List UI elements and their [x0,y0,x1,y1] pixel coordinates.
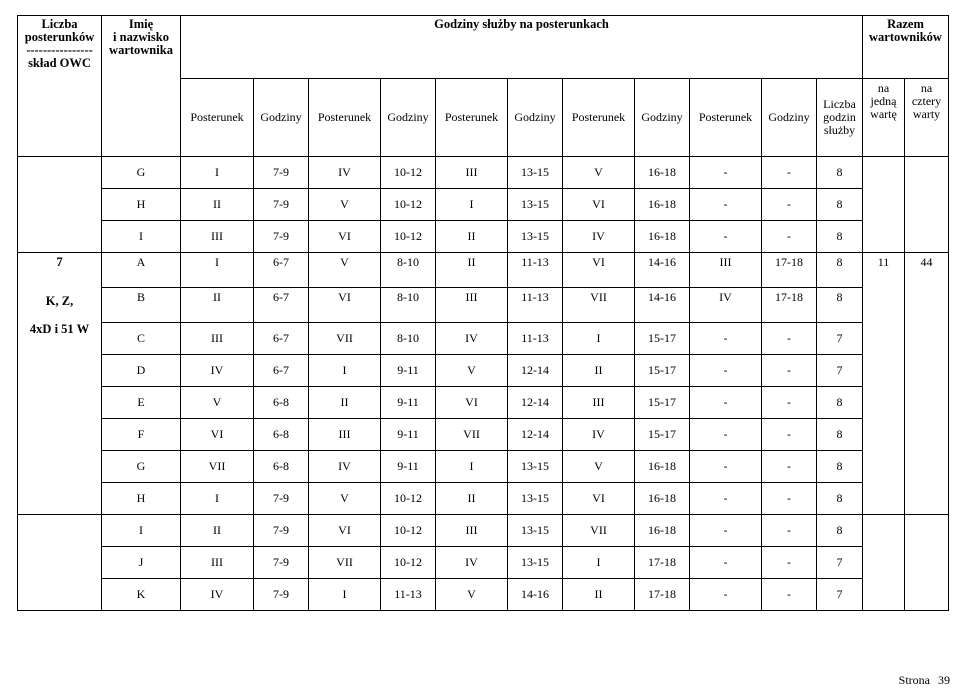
cell: 11-13 [508,253,563,288]
cell: - [690,387,762,419]
total-per-one-watch: 11 [863,253,905,515]
header-post-3: Posterunek [436,79,508,157]
cell-name: B [102,288,181,323]
cell: II [309,387,381,419]
cell: 6-7 [254,288,309,323]
table-row [18,579,949,611]
table-row [18,157,949,189]
cell: 11-13 [508,288,563,323]
cell: 9-11 [381,387,436,419]
cell: 8 [817,483,863,515]
cell: - [762,483,817,515]
cell: 8-10 [381,253,436,288]
cell: - [762,579,817,611]
cell: 7 [817,547,863,579]
cell: VI [563,483,635,515]
cell: V [436,579,508,611]
cell-name: G [102,451,181,483]
cell: 6-8 [254,419,309,451]
group-cell-empty [18,157,102,253]
cell: 11-13 [381,579,436,611]
table-row [18,253,949,288]
total-per-four-watches: 44 [905,253,949,515]
cell: 9-11 [381,451,436,483]
header-hours-4: Godziny [635,79,690,157]
cell: - [762,189,817,221]
cell: I [181,483,254,515]
cell: - [762,157,817,189]
table-row [18,515,949,547]
cell: VII [436,419,508,451]
composition-cell: K, Z, 4xD i 51 W [18,288,102,515]
cell: V [563,451,635,483]
cell: VI [563,189,635,221]
cell: 14-16 [508,579,563,611]
cell: V [563,157,635,189]
cell: VI [181,419,254,451]
cell: - [762,547,817,579]
cell: 13-15 [508,451,563,483]
cell: 8-10 [381,288,436,323]
cell: VII [309,547,381,579]
cell: IV [436,547,508,579]
header-per-four-watches: na cztery warty [905,79,949,157]
cell: II [436,221,508,253]
cell: 13-15 [508,547,563,579]
table-row [18,189,949,221]
cell: 10-12 [381,221,436,253]
cell: 15-17 [635,387,690,419]
cell: - [690,355,762,387]
table-row [18,419,949,451]
cell: III [309,419,381,451]
cell: 8 [817,221,863,253]
cell: 10-12 [381,157,436,189]
cell: - [690,547,762,579]
cell: 6-8 [254,387,309,419]
cell-name: A [102,253,181,288]
cell: 17-18 [762,253,817,288]
cell: 7 [817,323,863,355]
cell: III [563,387,635,419]
cell: V [309,483,381,515]
cell: - [762,387,817,419]
cell: II [181,515,254,547]
total-empty [863,157,905,253]
cell: I [309,579,381,611]
cell: 15-17 [635,323,690,355]
cell: 7-9 [254,515,309,547]
header-hours-1: Godziny [254,79,309,157]
cell: - [690,515,762,547]
cell: 15-17 [635,419,690,451]
cell: IV [690,288,762,323]
cell-name: C [102,323,181,355]
cell: 8 [817,189,863,221]
cell: I [436,451,508,483]
cell: - [690,221,762,253]
cell: 10-12 [381,547,436,579]
cell: III [181,221,254,253]
cell: VI [309,288,381,323]
cell: 10-12 [381,483,436,515]
cell: 7-9 [254,579,309,611]
cell: - [762,221,817,253]
cell: 16-18 [635,221,690,253]
cell: II [563,579,635,611]
total-empty [905,157,949,253]
cell: VI [309,515,381,547]
cell: - [762,419,817,451]
cell: 14-16 [635,288,690,323]
cell: 7-9 [254,157,309,189]
cell: VII [181,451,254,483]
cell: - [690,579,762,611]
table-row [18,288,949,323]
cell: V [309,253,381,288]
header-per-one-watch: na jedną wartę [863,79,905,157]
cell: III [690,253,762,288]
cell: 8 [817,387,863,419]
total-empty [863,515,905,611]
cell: VII [309,323,381,355]
cell: 6-7 [254,323,309,355]
cell: 9-11 [381,355,436,387]
table-row [18,355,949,387]
cell: 13-15 [508,515,563,547]
cell: I [181,157,254,189]
cell: 13-15 [508,157,563,189]
cell: III [181,547,254,579]
cell: 16-18 [635,483,690,515]
cell-name: D [102,355,181,387]
cell: 6-7 [254,253,309,288]
cell: 10-12 [381,515,436,547]
cell: 17-18 [635,579,690,611]
page-footer [899,673,950,688]
cell: I [563,547,635,579]
cell: - [762,451,817,483]
cell: 7 [817,579,863,611]
cell: IV [309,157,381,189]
header-hours-3: Godziny [508,79,563,157]
cell: - [762,355,817,387]
cell: V [436,355,508,387]
cell: 8 [817,515,863,547]
cell-name: I [102,515,181,547]
cell-name: F [102,419,181,451]
cell: 8 [817,451,863,483]
cell-name: K [102,579,181,611]
cell: 17-18 [635,547,690,579]
header-post-4: Posterunek [563,79,635,157]
cell: 17-18 [762,288,817,323]
table-row [18,221,949,253]
cell: - [690,323,762,355]
cell: V [309,189,381,221]
cell: I [181,253,254,288]
cell: III [436,515,508,547]
cell: 9-11 [381,419,436,451]
header-post-1: Posterunek [181,79,254,157]
cell: - [690,189,762,221]
cell: 6-8 [254,451,309,483]
cell: - [690,419,762,451]
cell: II [181,288,254,323]
cell: II [436,483,508,515]
cell: IV [563,221,635,253]
cell: 13-15 [508,189,563,221]
cell: VI [563,253,635,288]
cell: 13-15 [508,221,563,253]
cell-name: J [102,547,181,579]
cell: 16-18 [635,515,690,547]
cell: - [762,323,817,355]
cell: 13-15 [508,483,563,515]
cell: 8 [817,253,863,288]
cell-name: H [102,483,181,515]
header-post-count: Liczba posterunków ---------------- skład OWC [18,16,102,157]
table-row [18,387,949,419]
cell: II [181,189,254,221]
cell: III [436,288,508,323]
cell: 16-18 [635,451,690,483]
table-row [18,323,949,355]
cell: 12-14 [508,355,563,387]
cell: 8 [817,419,863,451]
cell: - [690,157,762,189]
cell: IV [181,579,254,611]
cell: 10-12 [381,189,436,221]
cell: 16-18 [635,189,690,221]
cell: II [436,253,508,288]
table-row [18,483,949,515]
cell: 8-10 [381,323,436,355]
cell: IV [181,355,254,387]
header-hours-group: Godziny służby na posterunkach [181,16,863,79]
cell: VI [309,221,381,253]
cell: IV [309,451,381,483]
table-row [18,547,949,579]
cell: - [690,483,762,515]
cell: 8 [817,157,863,189]
cell: 11-13 [508,323,563,355]
header-post-5: Posterunek [690,79,762,157]
cell-name: G [102,157,181,189]
header-hours-2: Godziny [381,79,436,157]
cell: III [181,323,254,355]
header-total-group: Razem wartowników [863,16,949,79]
group-cell-empty [18,515,102,611]
cell-name: H [102,189,181,221]
total-empty [905,515,949,611]
cell: VII [563,515,635,547]
cell: 7-9 [254,189,309,221]
cell: IV [436,323,508,355]
cell: 12-14 [508,387,563,419]
page-number: 39 [938,673,950,687]
cell: VII [563,288,635,323]
header-hours-5: Godziny [762,79,817,157]
cell: I [309,355,381,387]
cell-name: E [102,387,181,419]
page-label: Strona [898,673,930,687]
post-count-cell: 7 [18,253,102,288]
cell: 7 [817,355,863,387]
cell: - [762,515,817,547]
cell: IV [563,419,635,451]
cell: 7-9 [254,547,309,579]
cell: III [436,157,508,189]
cell: 7-9 [254,221,309,253]
cell: 8 [817,288,863,323]
header-duty-count: Liczba godzin służby [817,79,863,157]
cell: II [563,355,635,387]
duty-schedule-table [17,15,949,611]
cell-name: I [102,221,181,253]
cell: 7-9 [254,483,309,515]
cell: I [563,323,635,355]
cell: 6-7 [254,355,309,387]
cell: VI [436,387,508,419]
cell: 15-17 [635,355,690,387]
header-post-2: Posterunek [309,79,381,157]
cell: - [690,451,762,483]
cell: 12-14 [508,419,563,451]
table-row [18,451,949,483]
cell: I [436,189,508,221]
header-guard-name: Imię i nazwisko wartownika [102,16,181,157]
cell: 16-18 [635,157,690,189]
cell: 14-16 [635,253,690,288]
cell: V [181,387,254,419]
